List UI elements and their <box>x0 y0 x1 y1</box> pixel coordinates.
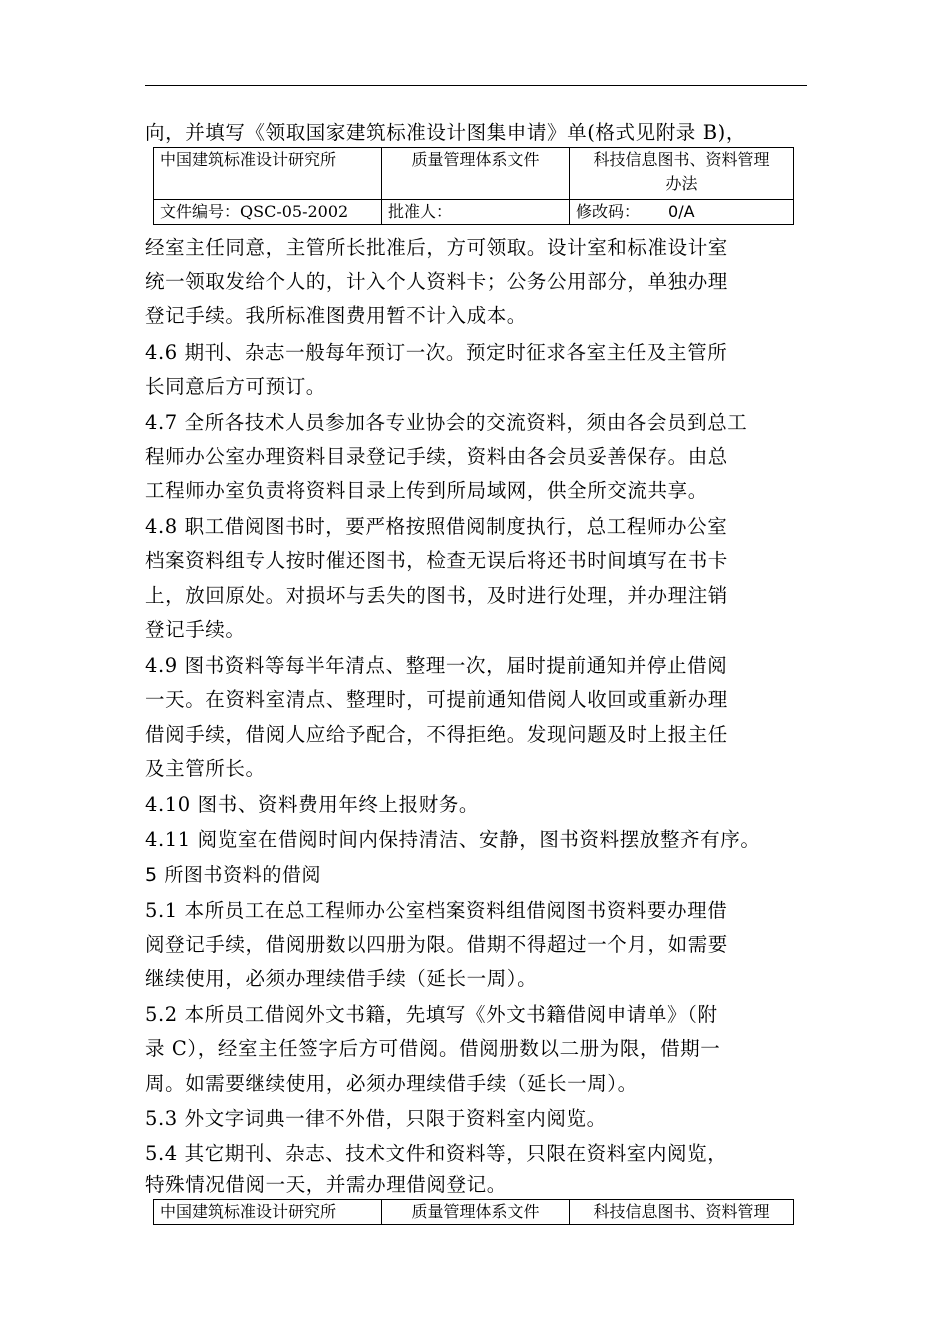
doc-title-cell: 科技信息图书、资料管理 <box>570 1200 794 1225</box>
body-line: 4.8 职工借阅图书时，要严格按照借阅制度执行，总工程师办公室 <box>145 515 728 538</box>
body-line: 程师办公室办理资料目录登记手续，资料由各会员妥善保存。由总 <box>145 445 728 468</box>
doc-type-cell: 质量管理体系文件 <box>382 148 570 200</box>
body-line: 5.4 其它期刊、杂志、技术文件和资料等，只限在资料室内阅览， <box>145 1142 728 1165</box>
body-line: 登记手续。 <box>145 618 246 641</box>
document-header-table <box>153 147 794 225</box>
body-line: 特殊情况借阅一天，并需办理借阅登记。 <box>145 1173 507 1196</box>
body-line: 4.6 期刊、杂志一般每年预订一次。预定时征求各室主任及主管所 <box>145 341 728 364</box>
revision-cell <box>570 200 794 225</box>
file-number-cell: 文件编号：QSC-05-2002 <box>154 200 382 225</box>
footer-header-table <box>153 1199 794 1225</box>
body-line: 一天。在资料室清点、整理时，可提前通知借阅人收回或重新办理 <box>145 688 728 711</box>
doc-type-cell: 质量管理体系文件 <box>382 1200 570 1225</box>
doc-title-line-1: 科技信息图书、资料管理 <box>593 150 770 169</box>
doc-title-cell <box>570 148 794 200</box>
body-line: 周。如需要继续使用，必须办理续借手续（延长一周）。 <box>145 1072 638 1095</box>
doc-title-line-2: 办法 <box>665 174 698 193</box>
revision-value: 0/A <box>668 202 695 221</box>
body-line: 5.2 本所员工借阅外文书籍，先填写《外文书籍借阅申请单》（附 <box>145 1003 718 1026</box>
body-line: 5.1 本所员工在总工程师办公室档案资料组借阅图书资料要办理借 <box>145 899 728 922</box>
body-line: 统一领取发给个人的，计入个人资料卡；公务公用部分，单独办理 <box>145 270 728 293</box>
intro-line: 向，并填写《领取国家建筑标准设计图集申请》单(格式见附录 B)， <box>145 121 746 144</box>
approver-cell: 批准人： <box>382 200 570 225</box>
revision-label: 修改码： <box>576 202 641 221</box>
body-line: 继续使用，必须办理续借手续（延长一周）。 <box>145 967 538 990</box>
body-line: 4.7 全所各技术人员参加各专业协会的交流资料，须由各会员到总工 <box>145 411 748 434</box>
section-heading: 5 所图书资料的借阅 <box>145 864 322 886</box>
body-line: 录 C），经室主任签字后方可借阅。借阅册数以二册为限，借期一 <box>145 1037 721 1060</box>
body-line: 档案资料组专人按时催还图书，检查无误后将还书时间填写在书卡 <box>145 549 728 572</box>
institute-cell: 中国建筑标准设计研究所 <box>154 1200 382 1225</box>
body-line: 4.9 图书资料等每半年清点、整理一次，届时提前通知并停止借阅 <box>145 654 728 677</box>
body-line: 上，放回原处。对损坏与丢失的图书，及时进行处理，并办理注销 <box>145 584 728 607</box>
header-rule <box>145 85 807 86</box>
body-line: 借阅手续，借阅人应给予配合，不得拒绝。发现问题及时上报主任 <box>145 723 728 746</box>
body-line: 4.10 图书、资料费用年终上报财务。 <box>145 793 480 816</box>
body-line: 4.11 阅览室在借阅时间内保持清洁、安静，图书资料摆放整齐有序。 <box>145 828 761 851</box>
institute-cell: 中国建筑标准设计研究所 <box>154 148 382 200</box>
body-line: 登记手续。我所标准图费用暂不计入成本。 <box>145 304 527 327</box>
body-line: 工程师办室负责将资料目录上传到所局域网，供全所交流共享。 <box>145 479 708 502</box>
body-line: 5.3 外文字词典一律不外借，只限于资料室内阅览。 <box>145 1107 607 1130</box>
body-line: 阅登记手续，借阅册数以四册为限。借期不得超过一个月，如需要 <box>145 933 728 956</box>
body-line: 及主管所长。 <box>145 757 266 780</box>
body-line: 长同意后方可预订。 <box>145 375 326 398</box>
body-line: 经室主任同意，主管所长批准后，方可领取。设计室和标准设计室 <box>145 236 728 259</box>
